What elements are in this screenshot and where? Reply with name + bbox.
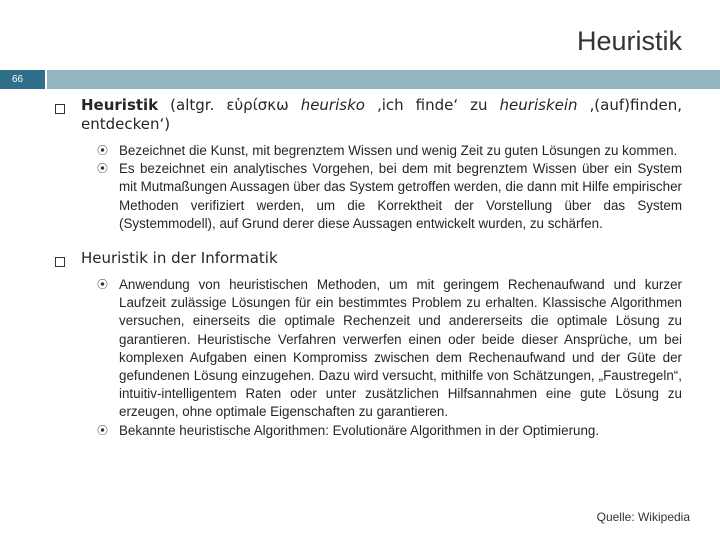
translation-2: ‚(auf)finden, entdecken‘) [81, 96, 682, 133]
list-item-text: Bekannte heuristische Algorithmen: Evolutionäre Algorithmen in der Optimierung. [119, 422, 600, 438]
term-suffix: (altgr. [158, 96, 227, 114]
list-item [97, 160, 682, 233]
header-band [0, 70, 720, 89]
circle-bullet-icon: ⦿ [97, 423, 108, 437]
sub-list-heuristik [55, 142, 682, 233]
point-informatik-heading: Heuristik in der Informatik [81, 249, 278, 268]
transliteration-heurisko: heurisko [300, 96, 365, 114]
list-item-text: Es bezeichnet ein analytisches Vorgehen, bei dem mit begrenztem Wissen über ein System mit Mutmaßungen Aussagen über das System getroffen werden, die dann mit Hilfe empirischer Methoden verifiziert werden, um die Korrektheit der Vorstellung über das System (Systemmodell), auf Grund derer diese Aussagen entwickelt wurden, zu schärfen. [119, 161, 682, 231]
greek-word: εὑρίσκω [226, 96, 289, 114]
slide-content [55, 96, 682, 440]
point-heuristik [55, 96, 682, 134]
list-item [97, 422, 682, 440]
list-item [97, 142, 682, 160]
circle-bullet-icon: ⦿ [97, 162, 108, 176]
transliteration-heuriskein: heuriskein [499, 96, 578, 114]
square-bullet-icon [55, 257, 65, 267]
circle-bullet-icon: ⦿ [97, 144, 108, 157]
slide-title: Heuristik [576, 26, 682, 56]
list-item-text: Bezeichnet die Kunst, mit begrenztem Wissen und wenig Zeit zu guten Lösungen zu kommen. [119, 143, 678, 158]
translation-1: ‚ich finde‘ zu [364, 96, 500, 114]
sub-list-informatik [55, 276, 682, 440]
greek-separator [289, 96, 301, 114]
list-item-text: Anwendung von heuristischen Methoden, um mit geringem Rechenaufwand und kurzer Laufzeit zulässige Lösungen für ein bestimmtes Problem zu erhalten. Klassische Algorithmen versuchen, einerseits die optimale Rechenzeit und andererseits die optimale Lösung zu garantieren. Heuristische Verfahren verwerfen einen oder beide dieser Ansprüche, um bei komplexen Aufgaben einen Kompromiss zwischen dem Rechenaufwand und der Güte der gefundenen Lösung einzugehen. Dazu wird versucht, mithilfe von Schätzungen, „Faustregeln“, intuitiv-intelligentem Raten oder unter zusätzlichen Hilfsannahmen eine gute Lösung zu erzeugen, ohne optimale Eigenschaften zu garantieren. [119, 277, 682, 420]
page-number: 66 [0, 70, 45, 89]
point-informatik [55, 249, 682, 268]
circle-bullet-icon: ⦿ [97, 278, 108, 292]
list-item [97, 276, 682, 422]
square-bullet-icon [55, 104, 65, 114]
point-heuristik-text [81, 96, 682, 134]
term-heuristik: Heuristik [81, 96, 159, 114]
header-band-bar [47, 70, 720, 89]
source-note: Quelle: Wikipedia [596, 510, 690, 524]
